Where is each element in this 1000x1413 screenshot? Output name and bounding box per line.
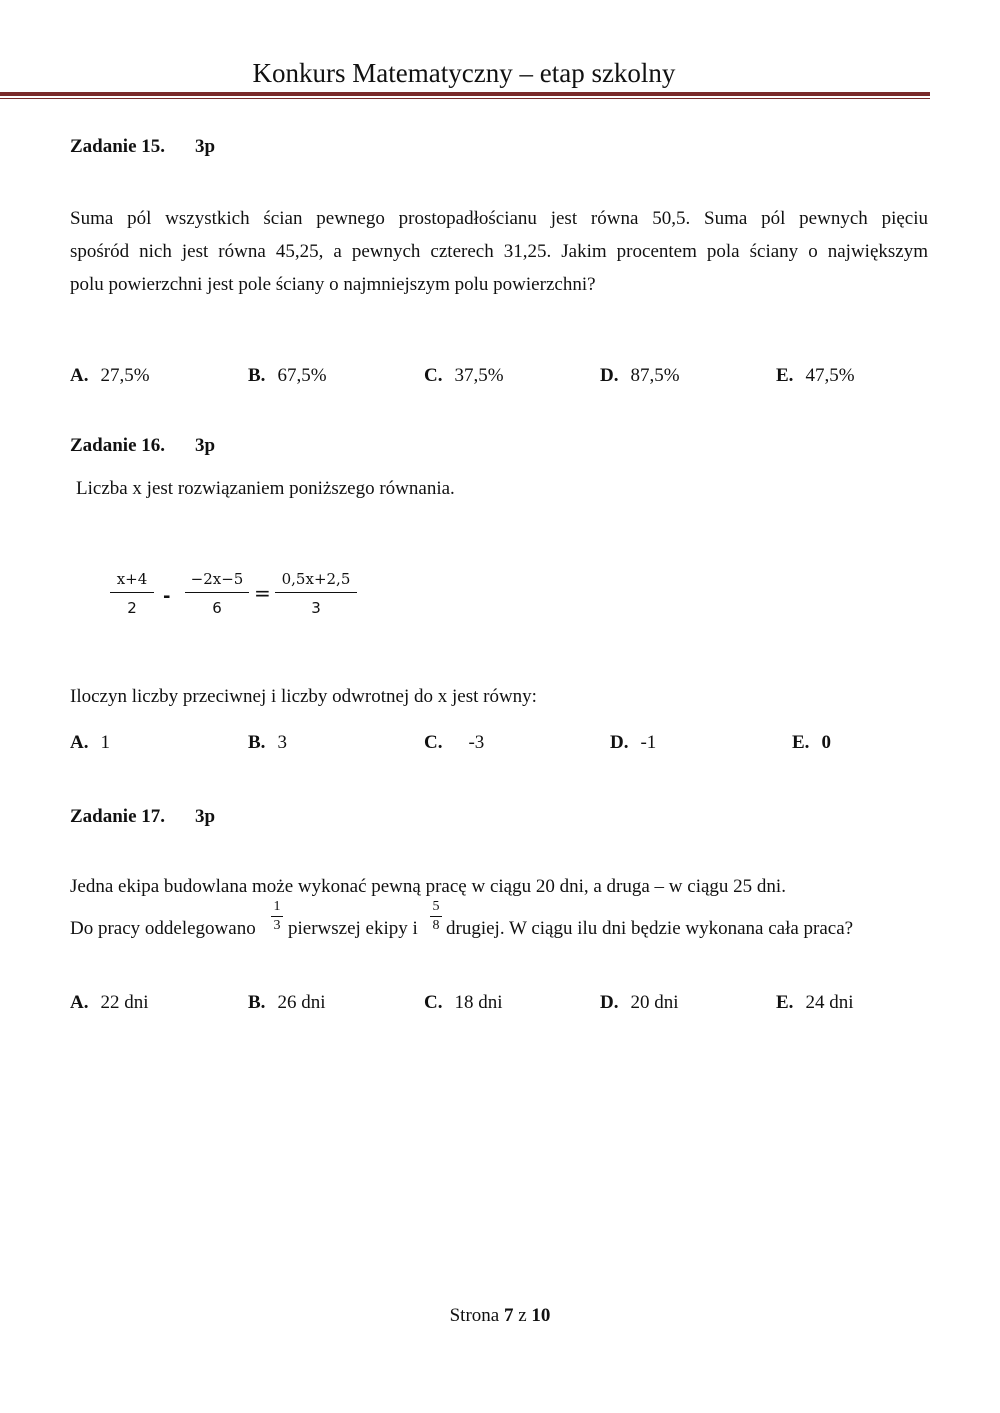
answer-letter: E. (776, 365, 794, 386)
header-rule-thick (0, 92, 930, 96)
footer-prefix: Strona (449, 1305, 500, 1326)
task15-answer-b (248, 365, 327, 387)
fraction-denominator: 2 (127, 599, 137, 617)
fraction-bar (110, 592, 154, 593)
task15-answer-d (600, 365, 680, 387)
task17-answer-c (424, 992, 503, 1014)
fraction-bar (430, 916, 442, 917)
answer-letter: C. (424, 992, 443, 1013)
task15-answer-e (776, 365, 855, 387)
task16-answer-d (610, 732, 656, 754)
task17-answer-a (70, 992, 149, 1014)
task17-answer-e (776, 992, 853, 1014)
page-footer (0, 1305, 1000, 1327)
task17-answer-d (600, 992, 679, 1014)
task17-line2-start: Do pracy oddelegowano (70, 918, 256, 939)
task15-text (70, 202, 928, 301)
task17-heading (70, 806, 215, 828)
answer-letter: A. (70, 992, 89, 1013)
answer-value: 0 (821, 732, 831, 753)
fraction-bar (271, 916, 283, 917)
equation-fraction-1 (110, 570, 154, 617)
task15-line: spośród nich jest równa 45,25, a pewnych czterech 31,25. Jakim procentem pola ściany o największym (70, 241, 928, 262)
equation-fraction-2 (185, 570, 249, 617)
task17-title: Zadanie 17. (70, 806, 166, 827)
equation-fraction-3 (275, 570, 357, 617)
task16-points: 3p (195, 435, 216, 456)
answer-value: 1 (100, 732, 110, 753)
answer-value: 26 dni (277, 992, 326, 1013)
answer-letter: D. (610, 732, 629, 753)
task15-points: 3p (195, 136, 216, 157)
answer-letter: D. (600, 992, 619, 1013)
fraction-numerator: −2x−5 (190, 570, 244, 588)
answer-letter: E. (792, 732, 810, 753)
answer-letter: A. (70, 732, 89, 753)
answer-value: 3 (277, 732, 287, 753)
answer-value: 27,5% (100, 365, 150, 386)
answer-value: 67,5% (277, 365, 327, 386)
task16-question: Iloczyn liczby przeciwnej i liczby odwrotnej do x jest równy: (70, 686, 537, 707)
task17-line1: Jedna ekipa budowlana może wykonać pewną pracę w ciągu 20 dni, a druga – w ciągu 25 dni. (70, 876, 786, 897)
answer-value: 87,5% (630, 365, 680, 386)
task15-title: Zadanie 15. (70, 136, 166, 157)
task17-line2-end: drugiej. W ciągu ilu dni będzie wykonana cała praca? (446, 918, 854, 939)
equation-equals: = (254, 581, 271, 605)
task16-title: Zadanie 16. (70, 435, 166, 456)
fraction-numerator: x+4 (116, 570, 148, 588)
answer-value: 24 dni (805, 992, 854, 1013)
equation-minus: - (163, 586, 171, 607)
fraction-bar (185, 592, 249, 593)
answer-letter: D. (600, 365, 619, 386)
fraction-bar (275, 592, 357, 593)
answer-letter: B. (248, 732, 266, 753)
answer-value: -1 (640, 732, 657, 753)
task17-line2-middle: pierwszej ekipy i (288, 918, 418, 939)
task16-answer-e (792, 732, 831, 754)
fraction-denominator: 3 (311, 599, 321, 617)
header-rule-thin (0, 98, 930, 99)
task15-heading (70, 136, 215, 158)
task16-heading (70, 435, 215, 457)
task17-fraction-five-eighths (430, 899, 442, 934)
task16-answer-c (424, 732, 484, 754)
page-header-title: Konkurs Matematyczny – etap szkolny (252, 58, 676, 88)
fraction-numerator: 1 (273, 899, 281, 914)
task16-intro: Liczba x jest rozwiązaniem poniższego równania. (76, 478, 455, 499)
fraction-numerator: 5 (432, 899, 440, 914)
answer-letter: A. (70, 365, 89, 386)
footer-page-total: 10 (531, 1305, 551, 1326)
answer-letter: E. (776, 992, 794, 1013)
task15-answer-c (424, 365, 504, 387)
task16-answer-a (70, 732, 110, 754)
task17-points: 3p (195, 806, 216, 827)
answer-letter: C. (424, 365, 443, 386)
answer-letter: B. (248, 365, 266, 386)
task15-line: Suma pól wszystkich ścian pewnego prostopadłościanu jest równa 50,5. Suma pól pewnych pięciu (70, 208, 928, 229)
task17-fraction-one-third (271, 899, 283, 934)
fraction-denominator: 3 (273, 918, 281, 933)
answer-value: -3 (468, 732, 485, 753)
answer-value: 47,5% (805, 365, 855, 386)
fraction-numerator: 0,5x+2,5 (281, 570, 351, 588)
answer-letter: B. (248, 992, 266, 1013)
fraction-denominator: 8 (432, 918, 440, 933)
task17-answer-b (248, 992, 325, 1014)
fraction-denominator: 6 (212, 599, 222, 617)
answer-value: 18 dni (454, 992, 503, 1013)
answer-value: 37,5% (454, 365, 504, 386)
task15-line: polu powierzchni jest pole ściany o najmniejszym polu powierzchni? (70, 274, 596, 295)
task16-answer-b (248, 732, 287, 754)
answer-letter: C. (424, 732, 443, 753)
answer-value: 20 dni (630, 992, 679, 1013)
footer-page-number: 7 (503, 1305, 514, 1326)
task15-answer-a (70, 365, 150, 387)
footer-separator: z (518, 1305, 527, 1326)
answer-value: 22 dni (100, 992, 149, 1013)
